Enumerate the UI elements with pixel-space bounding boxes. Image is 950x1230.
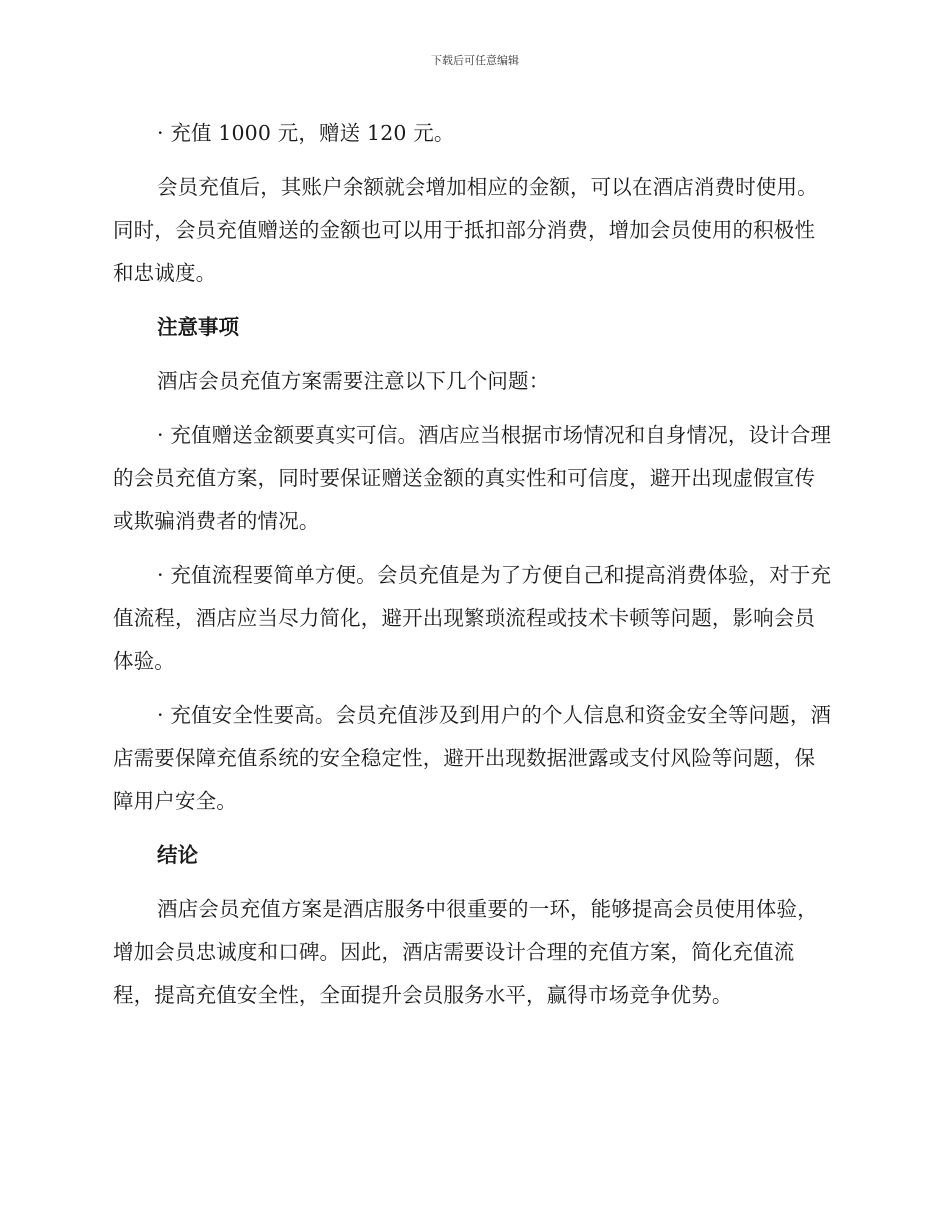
bullet-security: · 充值安全性要高。会员充值涉及到用户的个人信息和资金安全等问题，酒店需要保障充值系统的安全稳定性，避开出现数据泄露或支付风险等问题，保障用户安全。 <box>113 703 832 813</box>
bullet-credible-bonus: · 充值赠送金额要真实可信。酒店应当根据市场情况和自身情况，设计合理的会员充值方案，同时要保证赠送金额的真实性和可信度，避开出现虚假宣传或欺骗消费者的情况。 <box>113 423 832 533</box>
bullet-simple-process: · 充值流程要简单方便。会员充值是为了方便自己和提高消费体验，对于充值流程，酒店应当尽力简化，避开出现繁琐流程或技术卡顿等问题，影响会员体验。 <box>113 563 832 673</box>
paragraph-notes-intro: 酒店会员充值方案需要注意以下几个问题： <box>157 369 550 393</box>
document-body <box>113 112 833 1028</box>
paragraph-balance-usage: 会员充值后，其账户余额就会增加相应的金额，可以在酒店消费时使用。同时，会员充值赠送的金额也可以用于抵扣部分消费，增加会员使用的积极性和忠诚度。 <box>113 175 818 285</box>
page-header-note: 下载后可任意编辑 <box>431 54 519 67</box>
section-heading-conclusion: 结论 <box>157 843 198 867</box>
section-heading-notes: 注意事项 <box>157 315 239 339</box>
bullet-recharge-1000: · 充值 1000 元，赠送 120 元。 <box>157 121 455 145</box>
paragraph-conclusion: 酒店会员充值方案是酒店服务中很重要的一环，能够提高会员使用体验，增加会员忠诚度和口碑。因此，酒店需要设计合理的充值方案，简化充值流程，提高充值安全性，全面提升会员服务水平，赢得市场竞争优势。 <box>113 897 818 1007</box>
